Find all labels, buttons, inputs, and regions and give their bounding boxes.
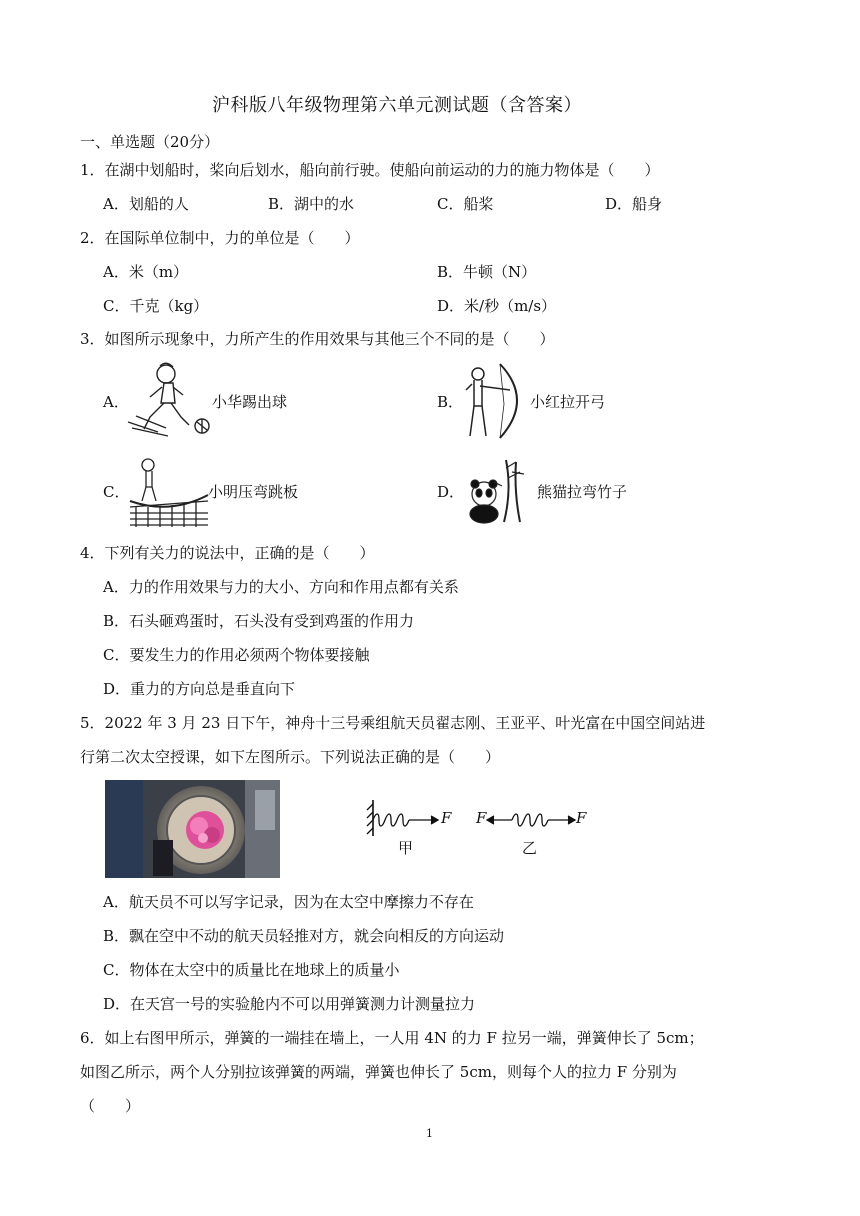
q1-option-a[interactable]: A．划船的人 [103, 195, 189, 213]
archer-bow-illustration [460, 360, 530, 440]
spring-diagram-force-label: F [441, 809, 452, 827]
question-2-stem: 2．在国际单位制中，力的单位是（ ） [80, 229, 360, 247]
q2-option-c[interactable]: C．千克（kg） [103, 297, 209, 315]
page-number: 1 [426, 1127, 433, 1140]
q1-option-b[interactable]: B．湖中的水 [268, 195, 355, 213]
spring-two-people-diagram [486, 804, 578, 834]
q4-option-d[interactable]: D．重力的方向总是垂直向下 [103, 680, 296, 698]
spring-diagram-force-label-right: F [576, 809, 587, 827]
q4-option-b[interactable]: B．石头砸鸡蛋时，石头没有受到鸡蛋的作用力 [103, 612, 415, 630]
q3-option-b-letter[interactable]: B． [437, 393, 464, 411]
q1-option-c[interactable]: C．船桨 [437, 195, 494, 213]
kicking-ball-illustration [126, 360, 212, 440]
question-3-stem: 3．如图所示现象中，力所产生的作用效果与其他三个不同的是（ ） [80, 330, 555, 348]
space-station-photo [105, 780, 280, 878]
q5-option-b[interactable]: B．飘在空中不动的航天员轻推对方，就会向相反的方向运动 [103, 927, 505, 945]
q5-option-d[interactable]: D．在天宫一号的实验舱内不可以用弹簧测力计测量拉力 [103, 995, 476, 1013]
page-title: 沪科版八年级物理第六单元测试题（含答案） [212, 95, 582, 116]
q3-option-a-letter[interactable]: A． [103, 393, 129, 411]
q3-option-b-caption: 小红拉开弓 [530, 393, 606, 411]
question-6-line1: 6．如上右图甲所示，弹簧的一端挂在墙上，一人用 4N 的力 F 拉另一端，弹簧伸长了 5cm； [80, 1029, 704, 1047]
diagram-label-jia: 甲 [398, 839, 414, 857]
q5-option-a[interactable]: A．航天员不可以写字记录，因为在太空中摩擦力不存在 [103, 893, 474, 911]
q1-option-d[interactable]: D．船身 [605, 195, 663, 213]
q3-option-a-caption: 小华踢出球 [212, 393, 288, 411]
question-1-stem: 1．在湖中划船时，桨向后划水，船向前行驶。使船向前运动的力的施力物体是（ ） [80, 161, 660, 179]
q2-option-b[interactable]: B．牛顿（N） [437, 263, 537, 281]
section-heading: 一、单选题（20分） [80, 133, 220, 151]
q3-option-c-letter[interactable]: C． [103, 483, 130, 501]
question-4-stem: 4．下列有关力的说法中，正确的是（ ） [80, 544, 375, 562]
q2-option-a[interactable]: A．米（m） [103, 263, 189, 281]
question-6-line3: （ ） [80, 1097, 141, 1115]
spring-diagram-force-label-left: F [476, 809, 487, 827]
question-5-stem-line2: 行第二次太空授课，如下左图所示。下列说法正确的是（ ） [80, 748, 501, 766]
q3-option-d-caption: 熊猫拉弯竹子 [537, 483, 628, 501]
question-5-stem-line1: 5．2022 年 3 月 23 日下午，神舟十三号乘组航天员翟志刚、王亚平、叶光富在中国空间站进 [80, 714, 706, 732]
q5-option-c[interactable]: C．物体在太空中的质量比在地球上的质量小 [103, 961, 400, 979]
q3-option-d-letter[interactable]: D． [437, 483, 465, 501]
q4-option-c[interactable]: C．要发生力的作用必须两个物体要接触 [103, 646, 370, 664]
q2-option-d[interactable]: D．米/秒（m/s） [437, 297, 557, 315]
question-6-line2: 如图乙所示，两个人分别拉该弹簧的两端，弹簧也伸长了 5cm，则每个人的拉力 F 分别为 [80, 1063, 677, 1081]
diving-board-illustration [126, 455, 210, 529]
panda-bamboo-illustration [462, 458, 532, 524]
diagram-label-yi: 乙 [522, 839, 538, 857]
q3-option-c-caption: 小明压弯跳板 [208, 483, 299, 501]
q4-option-a[interactable]: A．力的作用效果与力的大小、方向和作用点都有关系 [103, 578, 459, 596]
